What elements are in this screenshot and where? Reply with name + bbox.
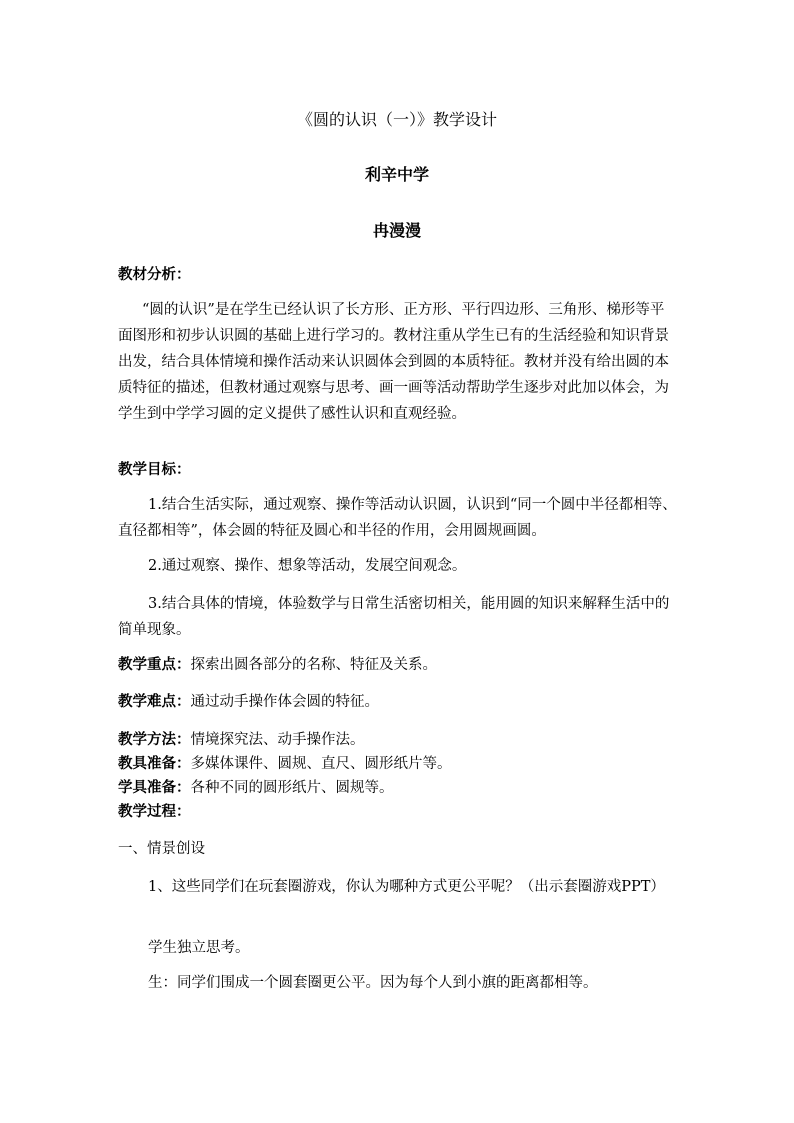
method-text: 情境探究法、动手操作法。 xyxy=(190,732,365,748)
goal-1: 1.结合生活实际，通过观察、操作等活动认识圆，认识到“同一个圆中半径都相等、直径都相等”，体会圆的特征及圆心和半径的作用，会用圆规画圆。 xyxy=(118,497,677,539)
goals-heading: 教学目标： xyxy=(118,462,191,478)
teacher-tools-text: 多媒体课件、圆规、直尺、圆形纸片等。 xyxy=(190,756,452,772)
teacher-tools-label: 教具准备： xyxy=(118,756,191,772)
key-point-label: 教学重点： xyxy=(118,657,191,673)
section-1-heading: 一、情景创设 xyxy=(118,841,205,857)
difficulty-point xyxy=(118,689,678,715)
student-tools-text: 各种不同的圆形纸片、圆规等。 xyxy=(190,780,394,796)
goal-2: 2.通过观察、操作、想象等活动，发展空间观念。 xyxy=(148,558,467,574)
step-1: 1、这些同学们在玩套圈游戏，你认为哪种方式更公平呢？（出示套圈游戏PPT） xyxy=(148,879,665,895)
student-answer: 生：同学们围成一个圆套圈更公平。因为每个人到小旗的距离都相等。 xyxy=(148,975,598,991)
teaching-method xyxy=(118,727,678,753)
key-point-text: 探索出圆各部分的名称、特征及关系。 xyxy=(190,657,437,673)
key-point xyxy=(118,652,678,678)
method-label: 教学方法： xyxy=(118,732,191,748)
student-tools-label: 学具准备： xyxy=(118,780,191,796)
difficulty-text: 通过动手操作体会圆的特征。 xyxy=(190,694,379,710)
author-name: 冉漫漫 xyxy=(372,221,421,240)
analysis-text: “圆的认识”是在学生已经认识了长方形、正方形、平行四边形、三角形、梯形等平面图形和初步认识圆的基础上进行学习的。教材注重从学生已有的生活经验和知识背景出发，结合具体情境和操作活动来认识圆体会到圆的本质特征。教材并没有给出圆的本质特征的描述，但教材通过观察与思考、画一画等活动帮助学生逐步对此加以体会，为学生到中学学习圆的定义提供了感性认识和直观经验。 xyxy=(118,302,669,422)
difficulty-label: 教学难点： xyxy=(118,694,191,710)
goal-3: 3.结合具体的情境，体验数学与日常生活密切相关，能用圆的知识来解释生活中的简单现象。 xyxy=(118,596,670,638)
school-name: 利辛中学 xyxy=(364,165,429,184)
analysis-heading: 教材分析： xyxy=(118,267,191,283)
student-think: 学生独立思考。 xyxy=(148,940,250,956)
document-title: 《圆的认识（一）》教学设计 xyxy=(296,110,497,129)
process-heading: 教学过程： xyxy=(118,804,191,820)
student-tools xyxy=(118,775,678,801)
teacher-tools xyxy=(118,751,678,777)
